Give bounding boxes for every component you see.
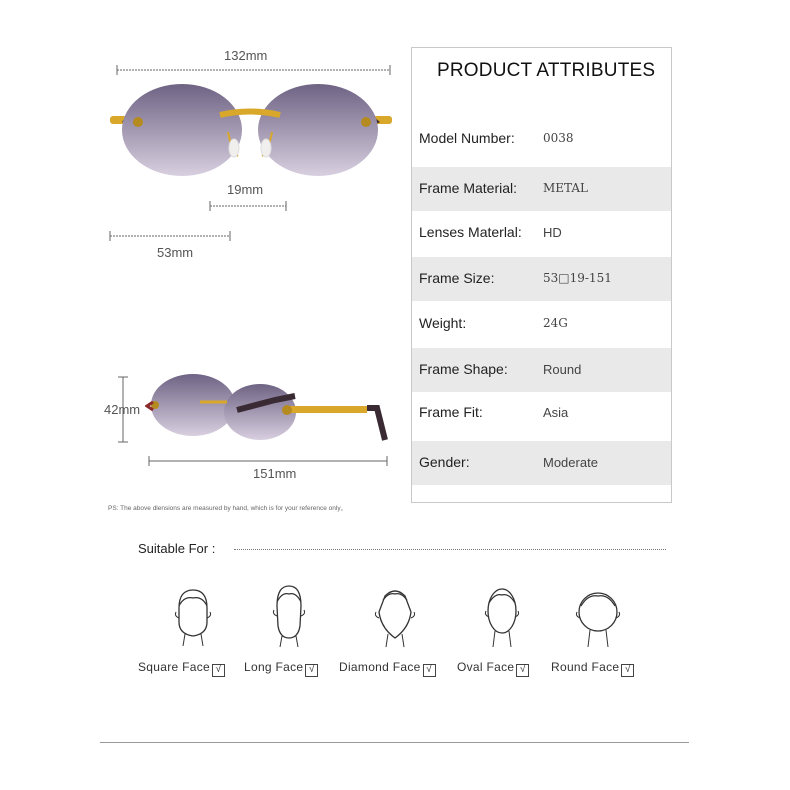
attr-row-frame-shape — [412, 348, 671, 392]
lens-height-label: 42mm — [104, 402, 141, 417]
face-label-text: Square Face — [138, 660, 211, 674]
total-width-label: 132mm — [224, 48, 268, 63]
attributes-title: PRODUCT ATTRIBUTES — [437, 60, 656, 81]
check-icon: √ — [621, 664, 634, 677]
dotted-divider — [234, 549, 666, 550]
bridge-line — [209, 200, 289, 212]
attr-row-frame-fit — [412, 391, 671, 435]
face-label-long — [244, 660, 318, 677]
face-label-diamond — [339, 660, 436, 677]
total-width-line — [116, 64, 392, 76]
attr-row-weight — [412, 302, 671, 346]
attr-value: Asia — [543, 405, 569, 420]
oval-face-icon — [479, 585, 525, 648]
check-icon: √ — [305, 664, 318, 677]
square-face-icon — [170, 586, 216, 648]
long-face-icon — [266, 584, 312, 648]
attr-value: HD — [543, 225, 562, 240]
attr-label: Frame Shape: — [419, 361, 508, 377]
face-label-square — [138, 660, 225, 677]
attr-value: Round — [543, 362, 582, 377]
face-label-text: Round Face — [551, 660, 620, 674]
attr-label: Weight: — [419, 315, 467, 331]
face-label-oval — [457, 660, 529, 677]
round-face-icon — [574, 586, 622, 648]
check-icon: √ — [516, 664, 529, 677]
glasses-side-image — [145, 372, 395, 452]
attr-label: Frame Material: — [419, 180, 518, 196]
attr-row-frame-material — [412, 167, 671, 211]
product-attributes-panel — [411, 47, 672, 503]
attr-label: Gender: — [419, 454, 470, 470]
attr-value: 24G — [543, 316, 568, 330]
bridge-label: 19mm — [227, 182, 264, 197]
lens-height-line — [117, 376, 129, 444]
check-icon: √ — [423, 664, 436, 677]
attr-label: Model Number: — [419, 130, 515, 146]
attr-row-lenses-material — [412, 211, 671, 255]
face-label-text: Long Face — [244, 660, 304, 674]
lens-width-line — [109, 230, 233, 242]
check-icon: √ — [212, 664, 225, 677]
temple-length-label: 151mm — [253, 466, 297, 481]
diamond-face-icon — [371, 584, 419, 648]
attr-value: 0038 — [543, 131, 574, 145]
attr-row-frame-size — [412, 257, 671, 301]
bottom-divider — [100, 742, 689, 743]
suitable-for-title: Suitable For : — [138, 541, 216, 556]
attr-row-model-number — [412, 117, 671, 161]
attr-label: Frame Fit: — [419, 404, 483, 420]
face-label-text: Diamond Face — [339, 660, 421, 674]
attr-label: Frame Size: — [419, 270, 495, 286]
face-label-text: Oval Face — [457, 660, 515, 674]
attr-label: Lenses Materlal: — [419, 224, 522, 240]
attr-value: Moderate — [543, 455, 598, 470]
attr-row-gender — [412, 441, 671, 485]
lens-width-label: 53mm — [157, 245, 194, 260]
glasses-front-image — [100, 70, 400, 190]
attr-value: METAL — [543, 181, 589, 195]
attr-value: 53□19-151 — [543, 271, 612, 285]
face-label-round — [551, 660, 634, 677]
measurement-note: PS: The above dlensions are measured by hand, which is for your reference only。 — [108, 505, 348, 512]
